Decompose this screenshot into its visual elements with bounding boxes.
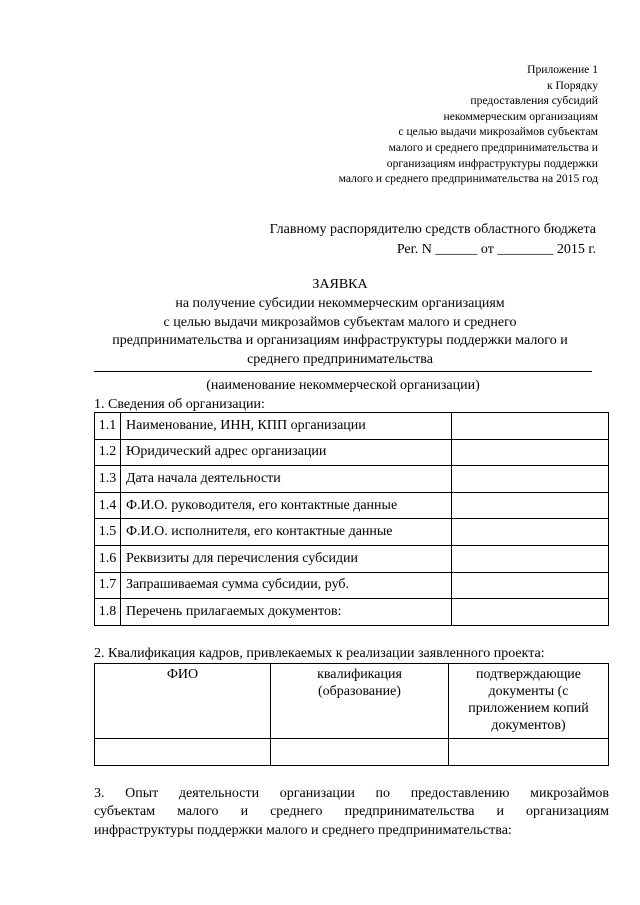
- table-row: [95, 466, 609, 493]
- section1-heading: 1. Сведения об организации:: [94, 397, 265, 412]
- table-row: [95, 572, 609, 599]
- org-name-caption: (наименование некоммерческой организации): [206, 378, 480, 393]
- column-header-documents: подтверждающие документы (с приложением копий документов): [449, 664, 609, 739]
- row-value-cell[interactable]: [452, 599, 609, 626]
- row-number: 1.6: [95, 545, 121, 572]
- row-label: Перечень прилагаемых документов:: [121, 599, 452, 626]
- appendix-line: предоставления субсидий: [470, 94, 598, 108]
- table-row: [95, 413, 609, 440]
- column-header-fio: ФИО: [95, 664, 271, 739]
- column-header-qualification: квалификация (образование): [271, 664, 449, 739]
- appendix-line: малого и среднего предпринимательства на 2015 год: [338, 172, 598, 186]
- table-cell[interactable]: [271, 739, 449, 766]
- row-number: 1.5: [95, 519, 121, 546]
- appendix-line: с целью выдачи микрозаймов субъектам: [398, 125, 598, 139]
- row-label: Дата начала деятельности: [121, 466, 452, 493]
- row-value-cell[interactable]: [452, 519, 609, 546]
- row-value-cell[interactable]: [452, 545, 609, 572]
- row-value-cell[interactable]: [452, 492, 609, 519]
- title-heading: ЗАЯВКА: [312, 277, 368, 292]
- row-number: 1.7: [95, 572, 121, 599]
- section3-paragraph: [94, 785, 609, 840]
- row-number: 1.8: [95, 599, 121, 626]
- row-value-cell[interactable]: [452, 466, 609, 493]
- recipient-line: Главному распорядителю средств областного бюджета: [269, 222, 596, 237]
- row-number: 1.4: [95, 492, 121, 519]
- title-line: предпринимательства и организациям инфраструктуры поддержки малого и: [112, 333, 568, 349]
- row-label: Ф.И.О. исполнителя, его контактные данные: [121, 519, 452, 546]
- row-label: Ф.И.О. руководителя, его контактные данные: [121, 492, 452, 519]
- table-cell[interactable]: [95, 739, 271, 766]
- table-header-row: [95, 664, 609, 739]
- row-label: Юридический адрес организации: [121, 439, 452, 466]
- row-value-cell[interactable]: [452, 572, 609, 599]
- table-row: [95, 739, 609, 766]
- section3-line: 3. Опыт деятельности организации по предоставлению микрозаймов: [94, 786, 609, 801]
- row-number: 1.3: [95, 466, 121, 493]
- appendix-line: к Порядку: [547, 78, 598, 92]
- recipient-block: [176, 220, 596, 260]
- section3-line: субъектам малого и среднего предпринимательства и организациям: [94, 804, 609, 820]
- row-label: Наименование, ИНН, КПП организации: [121, 413, 452, 440]
- section3-line: инфраструктуры поддержки малого и среднего предпринимательства:: [94, 822, 512, 838]
- table-row: [95, 599, 609, 626]
- table-row: [95, 439, 609, 466]
- registration-line: Рег. N ______ от ________ 2015 г.: [396, 242, 596, 257]
- appendix-header: [278, 62, 598, 187]
- appendix-line: Приложение 1: [527, 63, 598, 76]
- table-row: [95, 492, 609, 519]
- table-row: [95, 545, 609, 572]
- row-value-cell[interactable]: [452, 439, 609, 466]
- row-number: 1.1: [95, 413, 121, 440]
- row-label: Реквизиты для перечисления субсидии: [121, 545, 452, 572]
- appendix-line: малого и среднего предпринимательства и: [388, 140, 598, 154]
- appendix-line: организациям инфраструктуры поддержки: [386, 156, 598, 170]
- row-label: Запрашиваемая сумма субсидии, руб.: [121, 572, 452, 599]
- section2-heading: 2. Квалификация кадров, привлекаемых к реализации заявленного проекта:: [94, 646, 545, 661]
- row-number: 1.2: [95, 439, 121, 466]
- title-line: с целью выдачи микрозаймов субъектам малого и среднего: [163, 314, 517, 330]
- row-value-cell[interactable]: [452, 413, 609, 440]
- organization-info-table: [94, 412, 609, 626]
- title-line: на получение субсидии некоммерческим организациям: [175, 295, 505, 311]
- org-name-underline: [94, 371, 592, 372]
- appendix-line: некоммерческим организациям: [443, 109, 598, 123]
- table-row: [95, 519, 609, 546]
- title-line: среднего предпринимательства: [247, 352, 433, 368]
- staff-qualification-table: [94, 663, 609, 766]
- table-cell[interactable]: [449, 739, 609, 766]
- document-title: [80, 276, 600, 370]
